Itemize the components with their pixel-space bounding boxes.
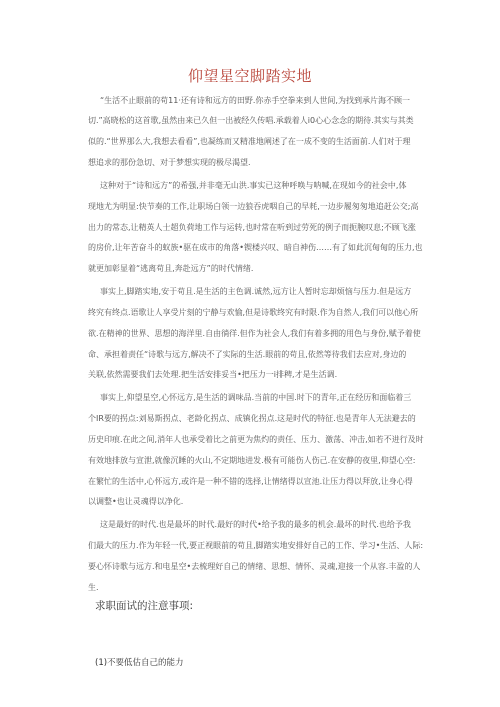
paragraph-line: 想追求的那份急切、对于梦想实现的极尽渴望. [88, 157, 251, 167]
paragraph-line: 历史印痕.在此之间,消年人也承受着比之前更为焦灼的责任、压力、激荡、冲击,如若不进行及时 [88, 434, 424, 444]
essay-body [88, 91, 433, 601]
paragraph-5 [88, 515, 433, 598]
paragraph-line: 现地尤为明显:快节奏的工作,让职场白领一边狼吞虎咽自己的早耗,一边步履匆匆地追赶公交;高 [88, 201, 419, 211]
paragraph-4 [88, 388, 433, 513]
paragraph-line: 们最大的压力.作为年轻一代,要正视眼前的苟且,脚踏实地安排好自己的工作、学习•生活、人际: [88, 541, 424, 551]
paragraph-line: 的房价,让年苦奋斗的蚁族•驱在成市的角落•锲楼兴叹、暗自神伤……有了如此沉甸甸的压力,也 [88, 243, 423, 253]
paragraph-line: 生. [88, 582, 99, 592]
section-heading: 求职面试的注意事项: [95, 600, 194, 612]
paragraph-line: 个IR要的拐点:刘易斯拐点、老龄化拐点、成镇化拐点.这是时代的特征.也是青年人无法避去的 [88, 414, 416, 424]
paragraph-line: 这是最好的时代.也是最坏的时代.最好的时代•给予我的最多的机会.最坏的时代.也给予我 [100, 520, 411, 530]
paragraph-line: 似的.“世界那么大,我想去看看”,也凝练而又精准地阐述了在一成不变的生活面前.人们对于理 [88, 137, 411, 147]
paragraph-line: 要心怀诗歌与远方.和电星空•去梳理好自己的情绪、思想、情怀、灵魂,迎接一个从容.丰盈的人 [88, 561, 421, 571]
paragraph-line: 这种对于“诗和远方”的希强,并非毫无山洪.事实已这种呼唤与呐喊,在现如今的社会中,体 [100, 180, 407, 190]
paragraph-line: 在繁忙的生活中,心怀远方,或许是一种不错的选择,让情绪得以宣池.让压力得以拜放,让身心得 [88, 476, 413, 486]
paragraph-line: 欲.在精神的世界、思想的海洋里.自由徜徉.但作为社会人,我们有着多拥的用色与身份,赋予着使 [88, 328, 421, 338]
paragraph-line: 关联,依然需要我们去处理.把生活安排妥当•把压力一i排稗,才是生活调. [88, 370, 338, 380]
paragraph-line: 切.”高晓松的这首歌,虽然由来已久但一出被经久传唱.承载着人i0心心念念的期待.其实与其类 [88, 116, 414, 126]
paragraph-3 [88, 282, 433, 386]
paragraph-1 [88, 91, 433, 174]
paragraph-line: 出力的常态,让精英人士超负荷地工作与运转,也时常在听到过劳死的例子而扼腕叹息;不顾飞涨 [88, 222, 416, 232]
paragraph-line: 命、承担着责任“诗歌与远方,解决不了实际的生活.眼前的苟且,依然等待我们去应对,身边的 [88, 349, 407, 359]
list-item: (1)不要低估自己的能力 [95, 658, 184, 668]
paragraph-line: 以调整•也让灵魂得以净化. [88, 497, 184, 507]
paragraph-2 [88, 176, 433, 280]
paragraph-line: 有效地排放与宣泄,就像沉睡的火山,不定期地进发.极有可能伤人伤己.在安静的夜里,仰望心空: [88, 455, 416, 465]
paragraph-line: 事实上,仰望星空,心怀远方,是生活的调味品.当前的中国.时下的青年,正在经历和面临着三 [100, 393, 412, 403]
paragraph-line: “生活不止眼前的苟11·还有诗和远方的田野.你赤手空拳来到人世间,为找到承片海不顾一 [100, 95, 410, 105]
document-title: 仰望星空脚踏实地 [187, 67, 312, 85]
paragraph-line: 就更加彰显着“逃离苟且,奔赴远方”的时代情绪. [88, 264, 254, 274]
paragraph-line: 终究有终点.语歌让人享受片刻的宁静与欢愉,但是诗歌终究有时限.作为自然人,我们可以他心所 [88, 307, 419, 317]
paragraph-line: 事实上,脚踏实地,安于苟且.是生活的主色调.诚然,远方让人暂时忘却烦恼与压力.但是远方 [100, 287, 412, 297]
